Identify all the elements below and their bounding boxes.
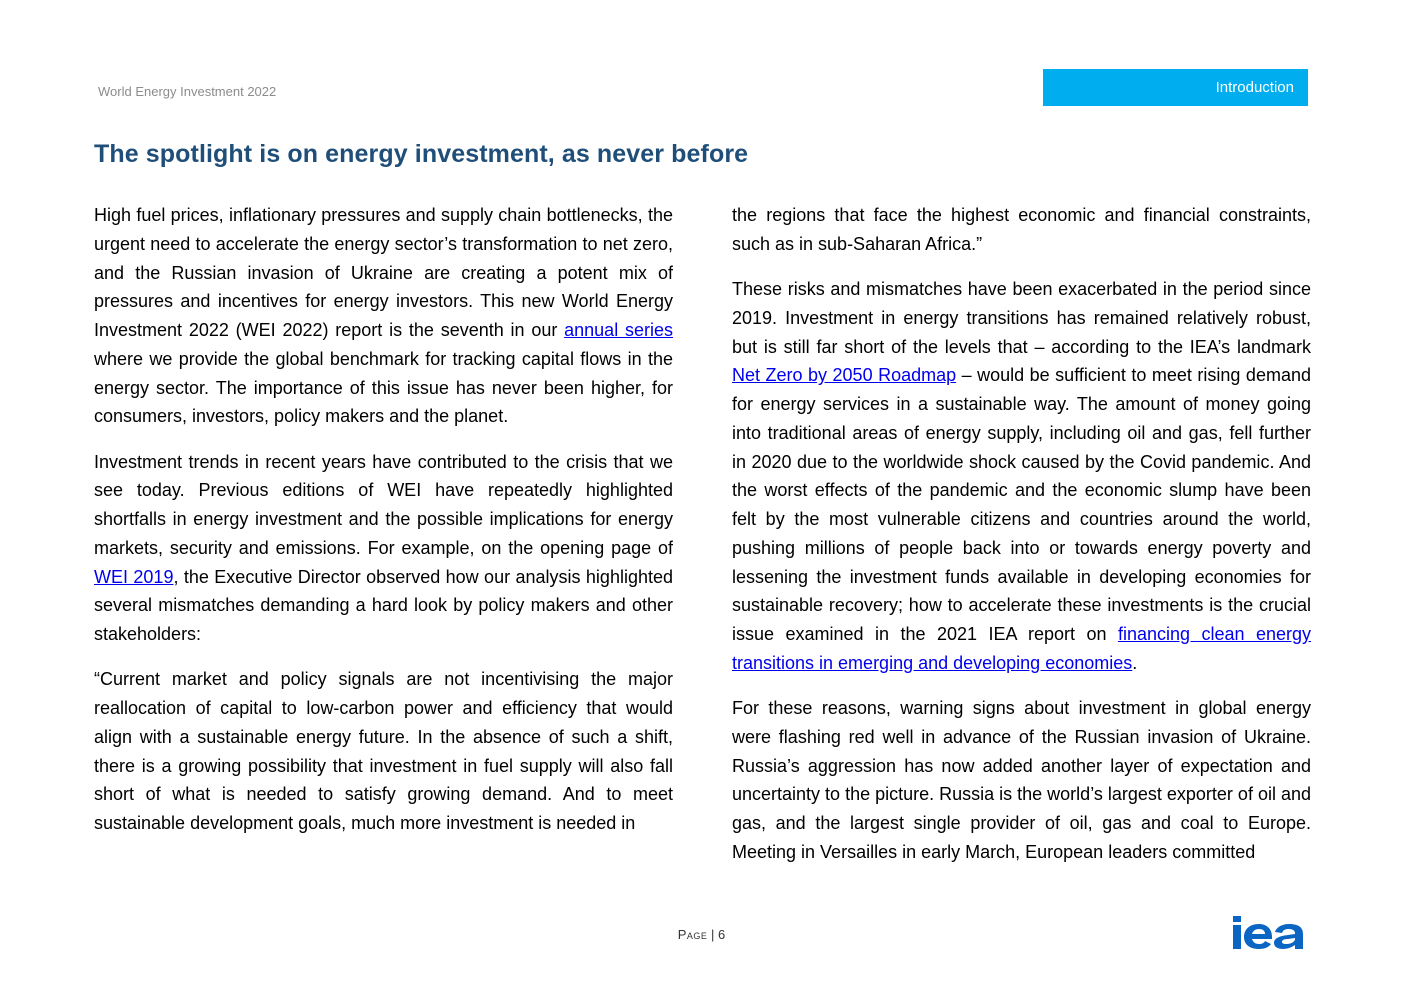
page-label: Page bbox=[677, 927, 708, 942]
annual-series-link[interactable]: annual series bbox=[564, 320, 673, 340]
report-title: World Energy Investment 2022 bbox=[98, 84, 277, 99]
net-zero-roadmap-link[interactable]: Net Zero by 2050 Roadmap bbox=[732, 365, 957, 386]
quote-paragraph-end: the regions that face the highest economic and financial constraints, such as in sub-Saharan Africa.” bbox=[732, 205, 1311, 254]
iea-logo bbox=[1232, 914, 1310, 950]
page-footer bbox=[0, 927, 1403, 942]
wei-2019-link[interactable]: WEI 2019 bbox=[94, 566, 174, 587]
paragraph: For these reasons, warning signs about investment in global energy were flashing red well in advance of the Russian invasion of Ukraine. Russia’s aggression has now added another layer of expectation and uncertainty to the picture. Russia is the world’s largest exporter of oil and gas, and the largest single provider of oil, gas and coal to Europe. Meeting in Versailles in early March, European leaders committed bbox=[732, 698, 1311, 862]
quote-paragraph: “Current market and policy signals are not incentivising the major reallocation of capital to low-carbon power and efficiency that would align with a sustainable energy future. In the absence of such a shift, there is a growing possibility that investment in fuel supply will also fall short of what is needed to satisfy growing demand. And to meet sustainable development goals, much more investment is needed in bbox=[94, 669, 673, 833]
paragraph: These risks and mismatches have been exacerbated in the period since 2019. Investment in energy transitions has remained relatively robust, but is still far short of the levels that – according to the IEA’s landmark Net Zero by 2050 Roadmap – would be sufficient to meet rising demand for energy services in a sustainable way. The amount of money going into traditional areas of energy supply, including oil and gas, fell further in 2020 due to the worldwide shock caused by the Covid pandemic. And the worst effects of the pandemic and the economic slump have been felt by the most vulnerable citizens and countries around the world, pushing millions of people back into or towards energy poverty and lessening the investment funds available in developing economies for sustainable recovery; how to accelerate these investments is the crucial issue examined in the 2021 IEA report on financing clean energy transitions in emerging and developing economies. bbox=[732, 279, 1312, 673]
paragraph: High fuel prices, inflationary pressures and supply chain bottlenecks, the urgent need to accelerate the energy sector’s transformation to net zero, and the Russian invasion of Ukraine are creating a potent mix of pressures and incentives for energy investors. This new World Energy Investment 2022 (WEI 2022) report is the seventh in our annual series where we provide the global benchmark for tracking capital flows in the energy sector. The importance of this issue has never been higher, for consumers, investors, policy makers and the planet. bbox=[94, 205, 673, 427]
page-separator: | bbox=[707, 927, 719, 942]
right-column bbox=[732, 201, 1311, 883]
page-title: The spotlight is on energy investment, as never before bbox=[94, 140, 749, 168]
page-number: 6 bbox=[718, 927, 726, 942]
paragraph: Investment trends in recent years have contributed to the crisis that we see today. Previous editions of WEI have repeatedly highlighted shortfalls in energy investment and the possible implications for energy markets, security and emissions. For example, on the opening page of WEI 2019, the Executive Director observed how our analysis highlighted several mismatches demanding a hard look by policy makers and other stakeholders: bbox=[94, 451, 673, 644]
section-tab-label: Introduction bbox=[1215, 79, 1294, 96]
section-tab bbox=[1043, 69, 1308, 106]
financing-clean-energy-link[interactable]: financing clean energy transitions in emerging and developing economies bbox=[732, 624, 1312, 673]
left-column bbox=[94, 201, 673, 854]
